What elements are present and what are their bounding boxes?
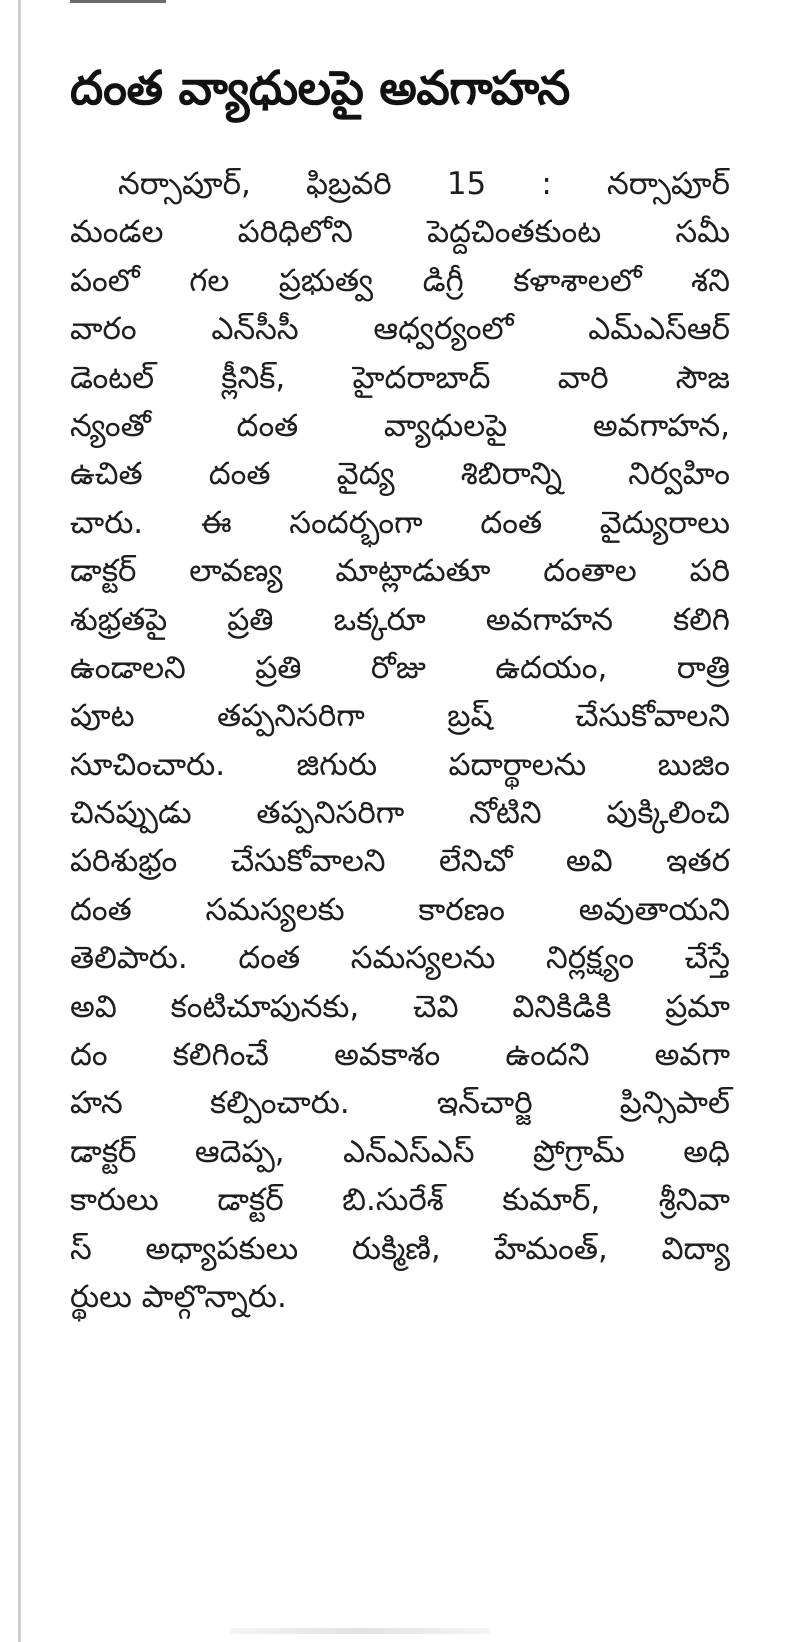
next-article-edge [230, 1628, 490, 1634]
previous-article-edge [70, 0, 166, 3]
article-line: న్యంతో దంత వ్యాధులపై అవగాహన, [70, 407, 730, 444]
article-line: వారం ఎన్‌సీసీ ఆధ్వర్యంలో ఎమ్ఎస్ఆర్ [70, 311, 730, 348]
article-line: డాక్టర్ లావణ్య మాట్లాడుతూ దంతాల పరి [70, 553, 730, 590]
article-line: ర్థులు పాల్గొన్నారు. [70, 1278, 287, 1315]
article-line: నర్సాపూర్, ఫిబ్రవరి 15 : నర్సాపూర్ [118, 166, 730, 202]
article-line: ఉండాలని ప్రతి రోజు ఉదయం, రాత్రి [70, 649, 730, 686]
article-line: డాక్టర్ ఆదెప్ప, ఎన్ఎస్ఎస్ ప్రోగ్రామ్ అధి [70, 1133, 730, 1170]
article-line: దం కలిగించే అవకాశం ఉందని అవగా [70, 1037, 730, 1074]
article-line: స్ అధ్యాపకులు రుక్మిణి, హేమంత్, విద్యా [70, 1230, 730, 1267]
article-line: హన కల్పించారు. ఇన్‌చార్జి ప్రిన్సిపాల్ [70, 1085, 730, 1122]
article-line: అవి కంటిచూపునకు, చెవి వినికిడికి ప్రమా [70, 988, 730, 1025]
article-line: పూట తప్పనిసరిగా బ్రష్ చేసుకోవాలని [70, 698, 730, 735]
article-line: డెంటల్ క్లీనిక్, హైదరాబాద్ వారి సౌజ [70, 359, 730, 396]
article-line: కారులు డాక్టర్ బి.సురేశ్ కుమార్, శ్రీనివా [70, 1182, 730, 1219]
article-line: తెలిపారు. దంత సమస్యలను నిర్లక్ష్యం చేస్తే [70, 940, 730, 977]
article-line: దంత సమస్యలకు కారణం అవుతాయని [70, 891, 730, 928]
article-headline: దంత వ్యాధులపై అవగాహన [70, 61, 570, 116]
article-body [70, 160, 730, 1321]
article-line: శుభ్రతపై ప్రతి ఒక్కరూ అవగాహన కలిగి [70, 601, 730, 638]
article-line: సూచించారు. జిగురు పదార్థాలను బుజిం [70, 746, 730, 783]
article-line: పరిశుభ్రం చేసుకోవాలని లేనిచో అవి ఇతర [70, 843, 730, 880]
news-article [70, 58, 730, 1321]
column-divider-line [18, 0, 21, 1642]
article-line: ఉచిత దంత వైద్య శిబిరాన్ని నిర్వహిం [70, 456, 730, 493]
article-line: చినప్పుడు తప్పనిసరిగా నోటిని పుక్కిలించి [70, 795, 730, 832]
article-line: మండల పరిధిలోని పెద్దచింతకుంట సమీ [70, 214, 730, 251]
article-line: చారు. ఈ సందర్భంగా దంత వైద్యురాలు [70, 504, 730, 541]
article-line: పంలో గల ప్రభుత్వ డిగ్రీ కళాశాలలో శని [70, 262, 730, 299]
